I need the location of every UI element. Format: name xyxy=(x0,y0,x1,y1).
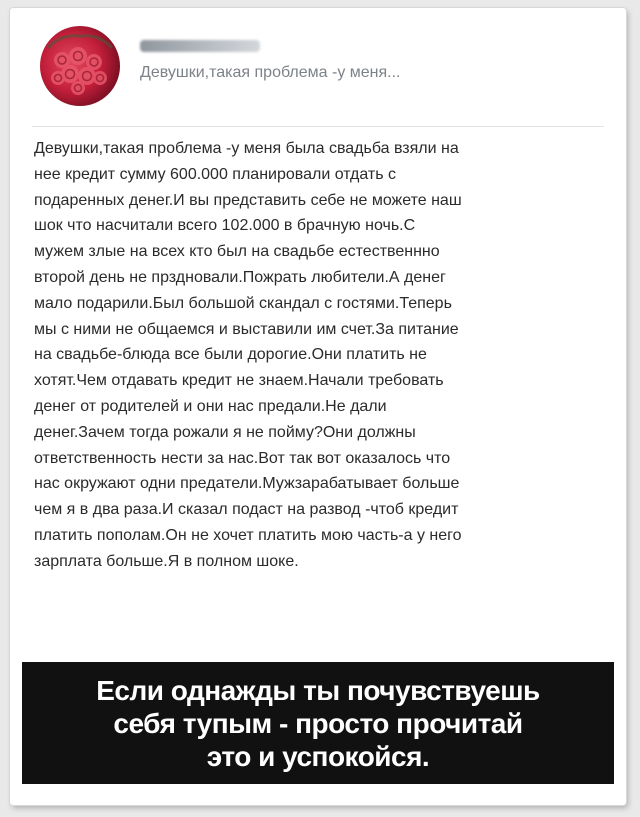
post-body-line: подаренных денег.И вы представить себе не можете наш xyxy=(34,191,462,209)
post-body-line: ответственность нести за нас.Вот так вот оказалось что xyxy=(34,449,451,467)
post-body-line: зарплата больше.Я в полном шоке. xyxy=(34,552,299,570)
post-body-line: денег.Зачем тогда рожали я не пойму?Они должны xyxy=(34,423,416,441)
author-name-blurred[interactable] xyxy=(140,40,260,52)
post-body-line: платить пополам.Он не хочет платить мою часть-а у него xyxy=(34,526,462,544)
post-body-line: Девушки,такая проблема -у меня была свадьба взяли на xyxy=(34,140,459,157)
caption-line: Если однажды ты почувствуешь xyxy=(96,675,540,706)
post-body-line: мало подарили.Был большой скандал с гостями.Теперь xyxy=(34,294,452,312)
post-body-line: второй день не прздновали.Пожрать любители.А денег xyxy=(34,268,446,286)
post-body-line: хотят.Чем отдавать кредит не знаем.Начали требовать xyxy=(34,372,444,390)
roses-avatar-icon xyxy=(40,26,120,106)
post-card xyxy=(10,8,626,805)
post-body-line: денег от родителей и они нас предали.Не дали xyxy=(34,397,387,415)
post-header xyxy=(22,22,612,117)
caption-box xyxy=(22,662,614,784)
post-body-line: на свадьбе-блюда все были дорогие.Они платить не xyxy=(34,346,427,364)
avatar[interactable] xyxy=(40,26,120,106)
post-body-line: шок что насчитали всего 102.000 в брачную ночь.С xyxy=(34,217,416,235)
post-body-line: мужем злые на всех кто был на свадьбе естественнно xyxy=(34,243,440,261)
post-body-line: нее кредит сумму 600.000 планировали отдать с xyxy=(34,165,397,183)
caption-line: это и успокойся. xyxy=(206,741,430,772)
divider xyxy=(32,126,604,127)
post-preview[interactable]: Девушки,такая проблема -у меня... xyxy=(140,64,401,81)
post-body-line: мы с ними не общаемся и выставили им счет.За питание xyxy=(34,320,459,338)
caption-line: себя тупым - просто прочитай xyxy=(113,708,523,739)
post-body xyxy=(34,136,616,575)
post-body-line: нас окружают одни предатели.Мужзарабатывает больше xyxy=(34,475,460,493)
caption-text xyxy=(22,674,614,773)
post-body-line: чем я в два раза.И сказал подаст на развод -чтоб кредит xyxy=(34,501,459,519)
